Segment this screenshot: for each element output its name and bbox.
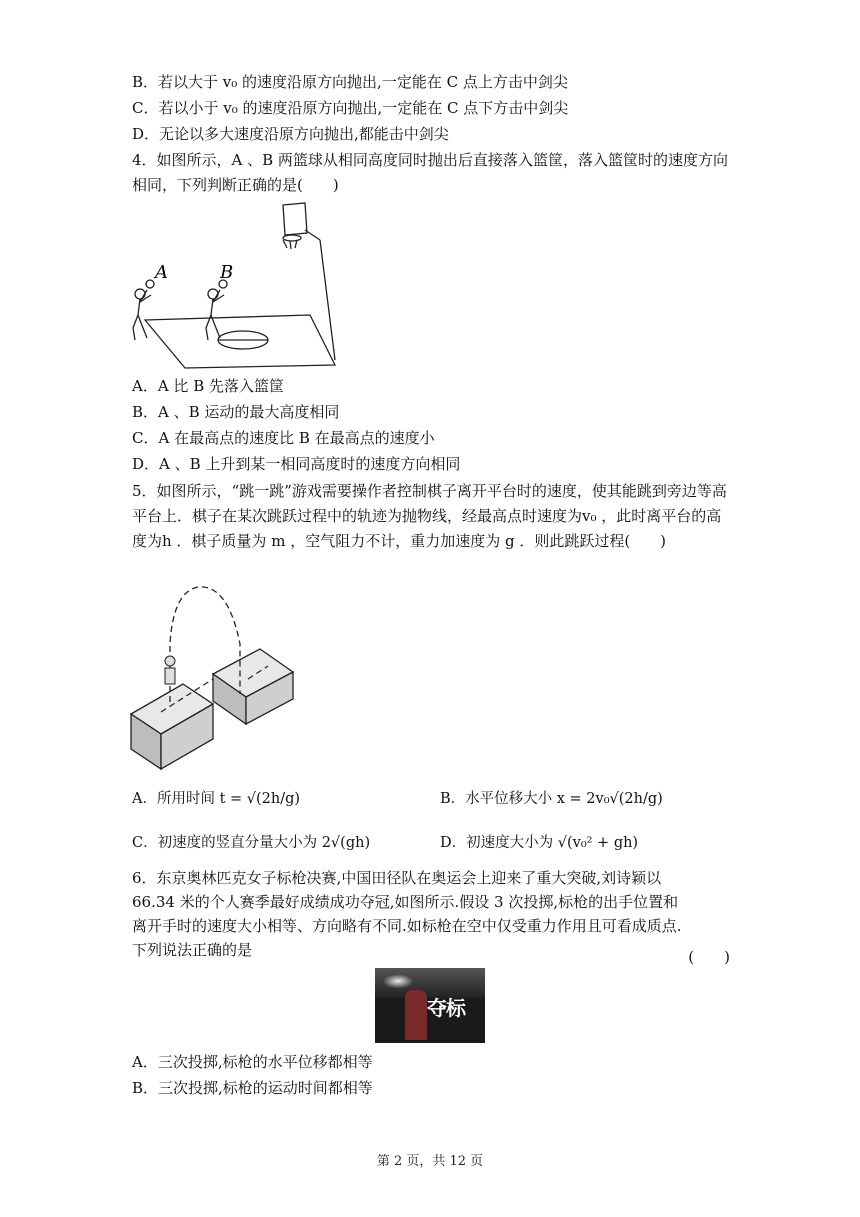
q5-option-a: A．所用时间 t = √(2h/g) [132, 791, 301, 807]
label-b: B [220, 262, 234, 283]
basketball-figure [125, 200, 355, 370]
q5-stem: 5．如图所示，“跳一跳”游戏需要操作者控制棋子离开平台时的速度，使其能跳到旁边等高平台上．棋子在某次跳跃过程中的轨迹为抛物线，经最高点时速度为v₀ ，此时离平台的高度为h ．棋子质量为 m ，空气阻力不计，重力加速度为 g ．则此跳跃过程( ) [132, 482, 727, 550]
q5-option-b: B．水平位移大小 x = 2v₀√(2h/g) [440, 791, 663, 807]
prev-option-d: D．无论以多大速度沿原方向抛出,都能击中剑尖 [132, 125, 449, 143]
q4-option-c: C．A 在最高点的速度比 B 在最高点的速度小 [132, 429, 435, 447]
label-a: A [155, 262, 168, 283]
javelin-photo [375, 968, 485, 1043]
q4-option-b: B．A 、B 运动的最大高度相同 [132, 403, 340, 421]
jump-game-figure [128, 584, 308, 784]
q5-option-d: D．初速度大小为 √(v₀² + gh) [440, 835, 639, 851]
q6-stem: 6．东京奥林匹克女子标枪决赛,中国田径队在奥运会上迎来了重大突破,刘诗颖以66.34 米的个人赛季最好成绩成功夺冠,如图所示.假设 3 次投掷,标枪的出手位置和离开手时的速度大小相等、方向略有不同.如标枪在空中仅受重力作用且可看成质点.下列说法正确的是 [132, 869, 682, 959]
athlete-figure [405, 990, 427, 1040]
page-footer: 第 2 页，共 12 页 [376, 1154, 484, 1169]
q6-option-a: A．三次投掷,标枪的水平位移都相等 [132, 1053, 373, 1071]
prev-option-b: B．若以大于 v₀ 的速度沿原方向抛出,一定能在 C 点上方击中剑尖 [132, 73, 568, 91]
photo-caption: 夺标 [427, 996, 465, 1020]
q6-answer-paren: ( ) [688, 948, 730, 966]
q4-stem: 4．如图所示，A 、B 两篮球从相同高度同时抛出后直接落入篮筐，落入篮筐时的速度方向相同，下列判断正确的是( ) [132, 151, 728, 194]
q4-option-d: D．A 、B 上升到某一相同高度时的速度方向相同 [132, 455, 461, 473]
stadium-lights-icon [383, 974, 413, 988]
q4-option-a: A．A 比 B 先落入篮筐 [132, 377, 284, 395]
q6-option-b: B．三次投掷,标枪的运动时间都相等 [132, 1079, 373, 1097]
prev-option-c: C．若以小于 v₀ 的速度沿原方向抛出,一定能在 C 点下方击中剑尖 [132, 99, 569, 117]
q5-option-c: C．初速度的竖直分量大小为 2√(gh) [132, 835, 371, 851]
